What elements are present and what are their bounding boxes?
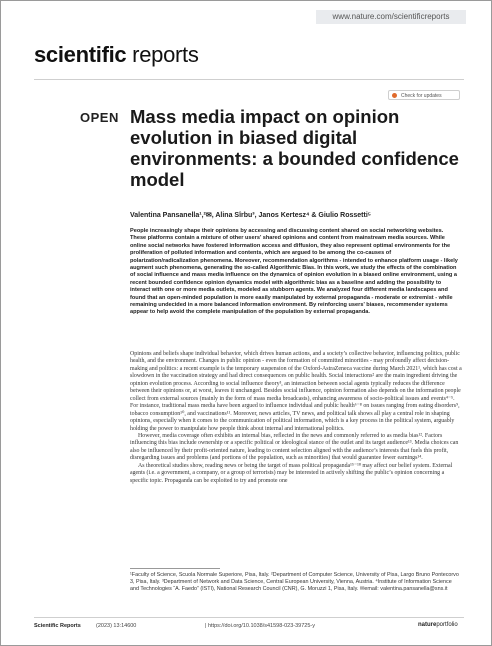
check-for-updates-button[interactable] — [388, 90, 460, 100]
publisher-logo-bold: nature — [418, 622, 437, 628]
journal-logo-light: reports — [126, 42, 199, 67]
footnote-divider — [130, 568, 220, 569]
body-paragraph: As theoretical studies show, reading news or being the target of mass political propaganda¹⁵⁻¹⁸ may affect our belief system. External agents (i.e. a government, a company, or a group of terrorists) may be interested in actively shifting the public’s opinion concerning a specific topic. Propaganda can be exploited to try and promote one — [130, 462, 453, 484]
article-title: Mass media impact on opinion evolution in biased digital environments: a bounded confidence model — [130, 106, 459, 190]
footer-journal-name: Scientific Reports — [34, 623, 81, 629]
check-for-updates-label: Check for updates — [401, 93, 442, 99]
journal-logo[interactable] — [34, 42, 199, 68]
affiliations-footnote: ¹Faculty of Science, Scuola Normale Superiore, Pisa, Italy. ²Department of Computer Science, University of Pisa, Largo Bruno Pontecorvo 3, Pisa, Italy. ³Department of Network and Data Science, Central European University, Vienna, Austria. ⁴Institute of Information Science and Technologies “A. Faedo” (ISTI), National Research Council (CNR), G. Moruzzi 1, Pisa, Italy. ✉email: valentina.pansanella@sns.it — [130, 572, 459, 593]
header-divider — [34, 79, 464, 80]
publisher-logo-light: portfolio — [436, 622, 458, 628]
update-icon — [392, 93, 397, 98]
footer-divider — [34, 617, 464, 618]
journal-url[interactable]: www.nature.com/scientificreports — [316, 10, 466, 24]
abstract: People increasingly shape their opinions by accessing and discussing content shared on social networking websites. These platforms contain a mixture of other users’ shared opinions and content from mainstream media sources. While online social networks have fostered information access and diffusion, they also represent optimal environments for the proliferation of polluted information and contents, which are argued to be among the co-causes of polarization/radicalization phenomena. Moreover, recommendation algorithms - intended to enhance platform usage - likely augment such phenomena, generating the so-called Algorithmic Bias. In this work, we study the effects of the combination of social influence and mass media influence on the dynamics of opinion evolution in a biased online environment, using a recent bounded confidence opinion dynamics model with algorithmic bias as a baseline and adding the possibility to interact with one or more media outlets, modeled as stubborn agents. We analyzed four different media landscapes and found that an open-minded population is more easily manipulated by external propaganda - moderate or extremist - while remaining undecided in a more balanced information environment. By reinforcing users’ biases, recommender systems appear to help avoid the complete manipulation of the population by external propaganda. — [130, 228, 458, 316]
article-body — [130, 351, 462, 485]
publisher-logo — [418, 622, 458, 628]
open-access-label: OPEN — [80, 110, 119, 125]
footer-doi-link[interactable]: | https://doi.org/10.1038/s41598-023-39725-y — [205, 623, 315, 629]
footer-issue: (2023) 13:14600 — [96, 623, 137, 629]
body-paragraph: However, media coverage often exhibits an internal bias, reflected in the news and commonly referred to as media bias¹². Factors influencing this bias include ownership or a specific political or ideological stance of the outlet and its target audience¹³. Media choices can also be influenced by their profit-oriented nature, leading to content selection aligned with the audience’s interests that fuels this profit, disregarding issues and problems (and portions of the population, such as minorities) that would guarantee fewer earnings¹⁴. — [130, 432, 459, 462]
author-list[interactable]: Valentina Pansanella¹,²✉, Alina Sîrbu³, Janos Kertesz⁴ & Giulio Rossetti⁵ — [130, 212, 372, 219]
body-paragraph: Opinions and beliefs shape individual behavior, which drives human actions, and a society’s collective behavior, influencing politics, public health, and the environment. Changes in public opinion - even the formation of committed minorities - may profoundly affect decision-making and politics: a recent example is the temporary suspension of the Oxford-AstraZeneca vaccine during March 2021¹, which has cost a slowdown in the vaccination strategy and had direct consequences on public health. Social interactions² are the main ingredient driving the opinion evolution process. According to social influence theory³, an interaction between social agents typically reduces the difference between their opinions or, at worst, leaves it unchanged. Besides social influence, opinion formation also depends on the information people collect from external sources (mainly in the form of mass media broadcasts), enhancing awareness of socio-political issues and events⁴⁻⁵. For instance, traditional mass media have been argued to influence individual and public health⁶⁻⁸ on issues ranging from eating disorders⁹, tobacco consumption¹⁰, and vaccinations¹¹. Moreover, news articles, TV news, and political talk shows all play a central role in shaping opinions, especially when it comes to the communication of political information, which is a key process in the political system, arguably holding the power to manipulate how people think about internal and international politics. — [130, 351, 462, 432]
journal-logo-bold: scientific — [34, 42, 127, 67]
